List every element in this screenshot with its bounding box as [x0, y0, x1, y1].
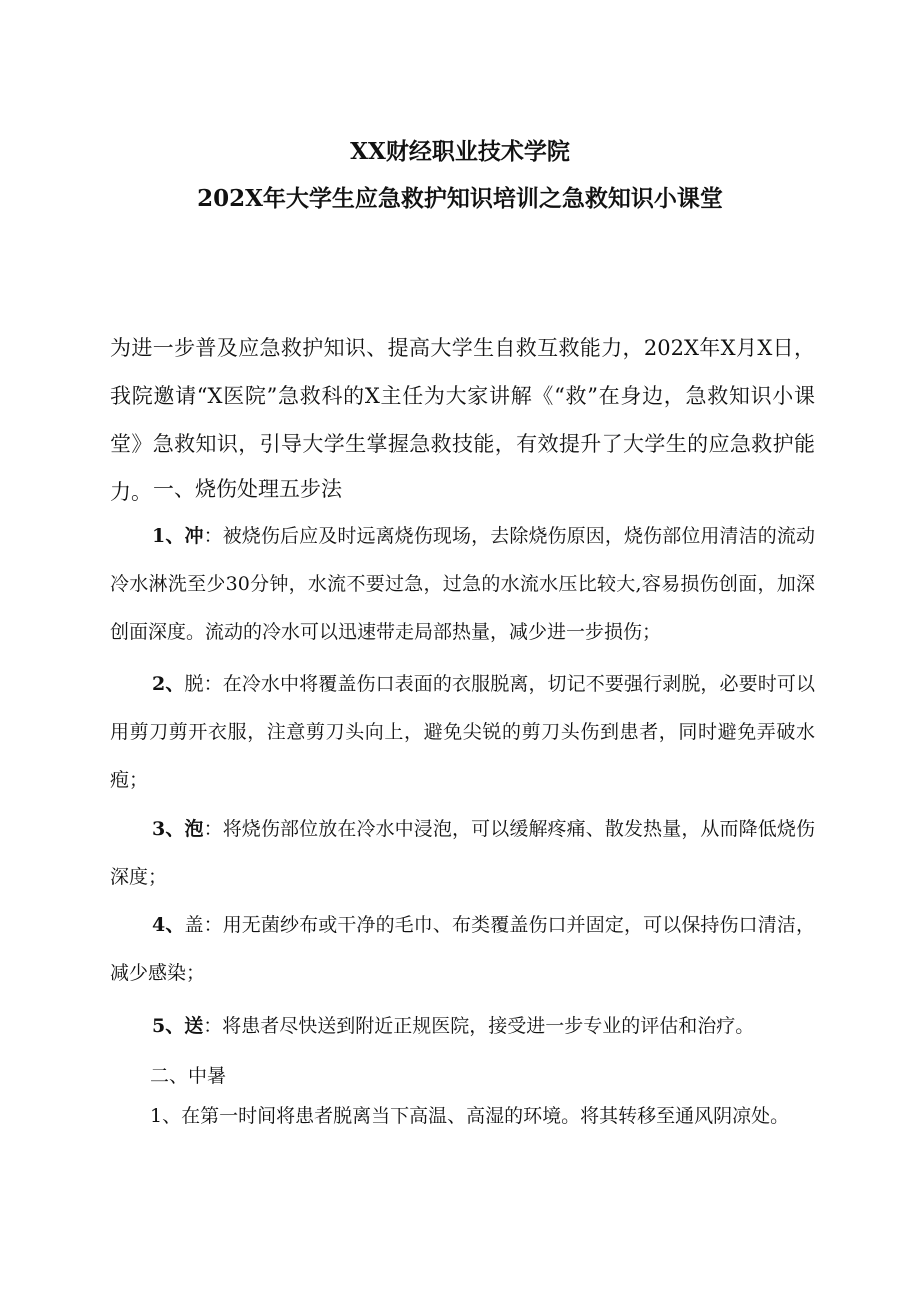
school-title: XX财经职业技术学院: [350, 138, 570, 165]
item-number: 2、: [152, 673, 185, 695]
item-text: ：在冷水中将覆盖伤口表面的衣服脱离，切记不要强行剥脱，必要时可以用剪刀剪开衣服，注意剪刀头向上，避免尖锐的剪刀头伤到患者，同时避免弄破水疱；: [110, 673, 815, 791]
item-text: ：用无菌纱布或干净的毛巾、布类覆盖伤口并固定，可以保持伤口清洁，减少感染；: [110, 914, 815, 984]
section-2-item-1: 1、在第一时间将患者脱离当下高温、高湿的环境。将其转移至通风阴凉处。: [150, 1105, 790, 1127]
item-text: ：被烧伤后应及时远离烧伤现场，去除烧伤原因，烧伤部位用清洁的流动冷水淋洗至少30分钟，水流不要过急，过急的水流水压比较大,容易损伤创面，加深创面深度。流动的冷水可以迅速带走局部热量，减少进一步损伤；: [110, 525, 815, 643]
item-key: 脱: [184, 673, 204, 695]
intro-paragraph: 为进一步普及应急救护知识、提高大学生自救互救能力，202X年X月X日，我院邀请“X医院”急救科的X主任为大家讲解《“救”在身边，急救知识小课堂》急救知识，引导大学生掌握急救技能，有效提升了大学生的应急救护能力。: [110, 336, 815, 504]
item-number: 4、: [152, 914, 185, 936]
section-1-item-4: [110, 901, 815, 997]
item-key: 冲: [184, 525, 204, 547]
section-1-item-1: [110, 512, 815, 656]
section-1-item-2: [110, 660, 815, 804]
item-text: ：将患者尽快送到附近正规医院，接受进一步专业的评估和治疗。: [203, 1015, 755, 1037]
item-text: ：将烧伤部位放在冷水中浸泡，可以缓解疼痛、散发热量，从而降低烧伤深度；: [110, 818, 815, 888]
item-number: 1、: [152, 525, 185, 547]
item-number: 3、: [152, 818, 185, 840]
section-1-item-3: [110, 805, 815, 901]
item-key: 送: [184, 1015, 204, 1037]
item-key: 盖: [184, 914, 204, 936]
section-1-heading: 一、烧伤处理五步法: [153, 477, 342, 501]
item-number: 5、: [152, 1015, 185, 1037]
document-title: 202X年大学生应急救护知识培训之急救知识小课堂: [197, 185, 723, 212]
section-1-item-5: [110, 1002, 815, 1050]
section-2-heading: 二、中暑: [150, 1065, 227, 1087]
item-key: 泡: [184, 818, 204, 840]
